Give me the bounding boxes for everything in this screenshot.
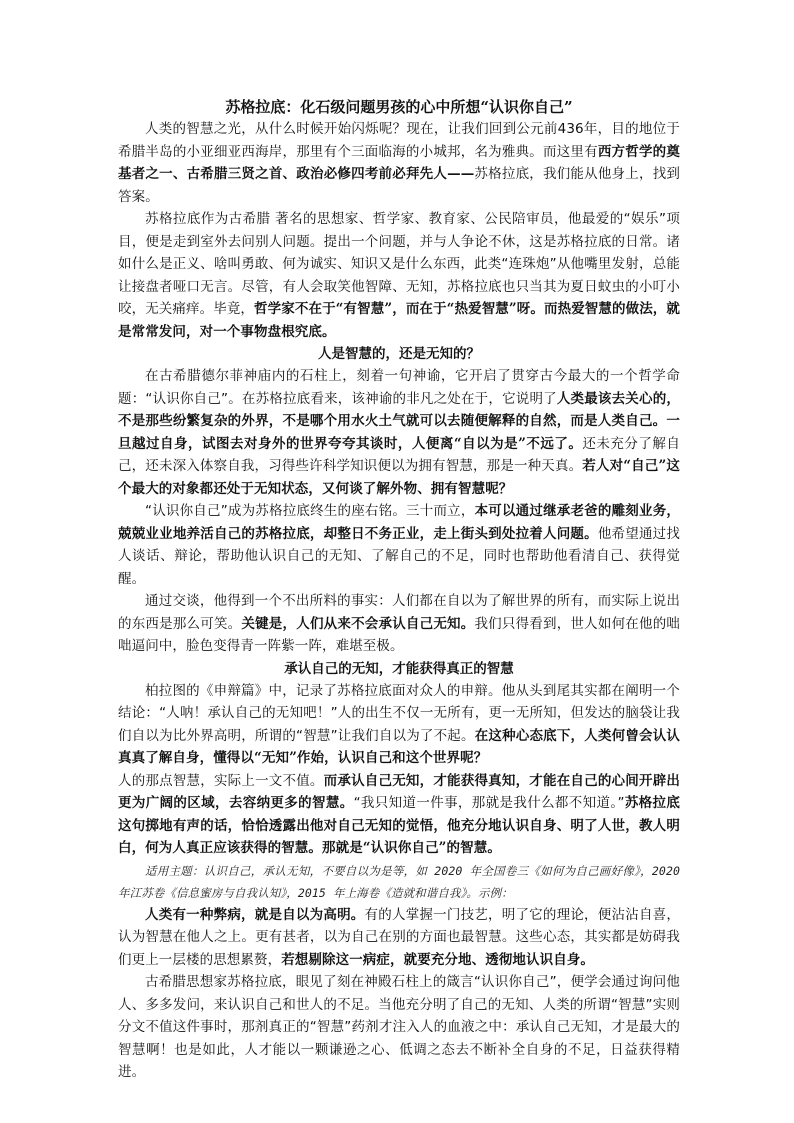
document-page	[118, 96, 680, 1084]
bold-run: 若想剔除这一病症，就要充分地、透彻地认识自身。	[281, 951, 595, 968]
text-run: 柏拉图的《申辩篇》中，记录了苏格拉底面对众人的申辩。他从头到尾其实都在阐明一个结论：“人呐！承认自己的无知吧！”人的出生不仅一无所有，更一无所知，但发达的脑袋让我们自以为比外界高明，所谓的“智慧”让我们自以为了不起。	[118, 682, 680, 744]
section-heading: 承认自己的无知，才能获得真正的智慧	[284, 660, 514, 677]
paragraph-example	[118, 904, 680, 972]
bold-run: 关键是，人们从来不会承认自己无知。	[241, 615, 475, 632]
text-run: 我们只得看到，世人如何在他的咄咄逼问中，脸色变得青一阵紫一阵，难堪至极。	[118, 615, 681, 654]
text-run: 通过交谈，他得到一个不出所料的事实：人们都在自以为了解世界的所有，而实际上说出的东西是那么可笑。	[118, 593, 680, 632]
bold-run: 而承认自己无知，才能获得真知，才能在自己的心间开辟出更为广阔的区域，去容纳更多的智慧。	[118, 772, 680, 811]
bold-run: 西方哲学的奠基者之一、古希腊三贤之首、政治必修四考前必拜先人——	[118, 143, 680, 182]
bold-run: 若人对“自己”这个最大的对象都还处于无知状态，又何谈了解外物、拥有智慧呢？	[118, 458, 680, 497]
paragraph-oracle	[118, 365, 680, 500]
text-run: 他希望通过找人谈话、辩论，帮助他认识自己的无知、了解自己的不足，同时也帮助他看清自己、获得觉醒。	[118, 525, 680, 587]
paragraph-wisdom	[118, 770, 680, 860]
bold-run: 人类有一种弊病，就是自以为高明。	[145, 906, 365, 923]
bold-run: 在这种心态底下，人类何曾会认认真真了解自身，懂得以“无知”作始，认识自己和这个世界呢？	[118, 727, 681, 766]
text-run: 苏格拉底，我们能从他身上，找到答案。	[118, 166, 681, 205]
text-run: 人的那点智慧，实际上一文不值。	[118, 772, 324, 789]
bold-run: 苏格拉底这句掷地有声的话，恰恰透露出他对自己无知的觉悟，他充分地认识自身、明了人世，教人明白，何为人真正应该获得的智慧。那就是“认识你自己”的智慧。	[118, 795, 680, 856]
paragraph-motto	[118, 500, 680, 590]
bold-run: 哲学家不在于“有智慧”，而在于“热爱智慧”呀。而热爱智慧的做法，就是常常发问，对一个事物盘根究底。	[118, 301, 681, 340]
bold-run: 人类最该去关心的，不是那些纷繁复杂的外界，不是哪个用水火土气就可以去随便解释的自然，而是人类自己。一旦越过自身，试图去对身外的世界夸夸其谈时，人便离“自以为是”不远了。	[118, 390, 680, 452]
paragraph-conclusion: 古希腊思想家苏格拉底，眼见了刻在神殿石柱上的箴言“认识你自己”，便学会通过询问他人、多多发问，来认识自己和世人的不足。当他充分明了自己的无知、人类的所谓“智慧”实则分文不值这件事时，那剂真正的“智慧”药剂才注入人的血液之中：承认自己无知，才是最大的智慧啊！也是如此，人才能以一颗谦逊之心、低调之态去不断补全自身的不足，日益获得精进。	[118, 974, 680, 1080]
text-run: “我只知道一件事，那就是我什么都不知道。”	[353, 795, 625, 811]
paragraph-apology	[118, 680, 680, 770]
text-run: 在古希腊德尔菲神庙内的石柱上，刻着一句神谕，它开启了贯穿古今最大的一个哲学命题：“认识你自己”。在苏格拉底看来，该神谕的非凡之处在于，它说明了	[118, 368, 680, 407]
bold-run: 本可以通过继承老爸的雕刻业务，兢兢业业地养活自己的苏格拉底，却整日不务正业，走上街头到处拉着人问题。	[118, 503, 680, 542]
section-heading: 人是智慧的，还是无知的？	[318, 346, 480, 362]
text-run: 有的人掌握一门技艺，明了它的理论，便沾沾自喜，认为智慧在他人之上。更有甚者，以为自己在别的方面也最智慧。这些心态，其实都是妨碍我们更上一层楼的思想累赘，	[118, 906, 680, 968]
page-title: 苏格拉底：化石级问题男孩的心中所想“认识你自己”	[225, 98, 573, 116]
text-run: 人类的智慧之光，从什么时候开始闪烁呢？现在，让我们回到公元前436年，目的地位于希腊半岛的小亚细亚西海岸，那里有个三面临海的小城邦，名为雅典。而这里有	[118, 121, 680, 160]
usage-note: 适用主题：认识自己，承认无知，不要自以为是等，如 2020 年全国卷三《如何为自己画好像》，2020 年江苏卷《信息蜜房与自我认知》，2015 年上海卷《造就和谐自我》。示例：	[118, 863, 680, 900]
paragraph-intro	[118, 118, 680, 208]
paragraph-dialogue	[118, 590, 680, 658]
text-run: “认识你自己”成为苏格拉底终生的座右铭。三十而立，	[145, 503, 475, 519]
text-run: 苏格拉底作为古希腊 著名的思想家、哲学家、教育家、公民陪审员，他最爱的“娱乐”项目，便是走到室外去问别人问题。提出一个问题，并与人争论不休，这是苏格拉底的日常。诸如什么是正义、啥叫勇敢、何为诚实、知识又是什么东西，此类“连珠炮”从他嘴里发射，总能让接盘者哑口无言。尽管，有人会取笑他智障、无知，苏格拉底也只当其为夏日蚊虫的小叮小咬，无关痛痒。毕竟，	[118, 211, 680, 317]
paragraph-daily	[118, 208, 680, 343]
text-run: 还未充分了解自己，还未深入体察自我，习得些许科学知识便以为拥有智慧，那是一种天真。	[118, 435, 681, 474]
